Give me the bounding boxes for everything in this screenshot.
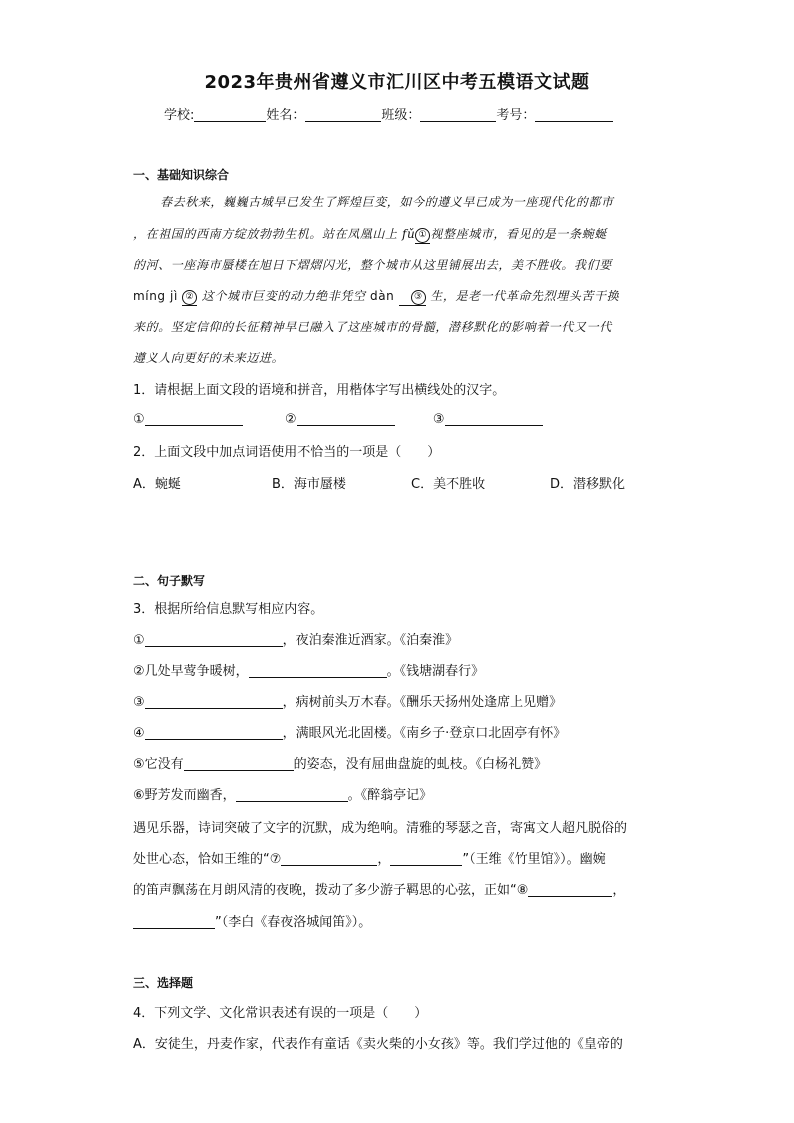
q1-answers xyxy=(133,411,543,427)
q1-label-2: ② xyxy=(284,412,297,427)
para-text: ， xyxy=(612,883,626,898)
class-field[interactable] xyxy=(420,107,496,122)
recite-line-4 xyxy=(133,722,566,741)
para-line-2 xyxy=(133,848,606,867)
recite-text: 。《醉翁亭记》 xyxy=(347,788,433,803)
para-line-1: 遇见乐器，诗词突破了文字的沉默，成为绝响。清雅的琴瑟之音，寄寓文人超凡脱俗的 xyxy=(133,821,628,836)
section-heading-2: 二、句子默写 xyxy=(133,574,206,588)
recite-text: 。《钱塘湖春行》 xyxy=(386,664,485,679)
blank-2[interactable] xyxy=(182,289,197,306)
para-text: ， xyxy=(377,852,391,867)
passage-line-1: 春去秋来，巍巍古城早已发生了辉煌巨变，如今的遵义早已成为一座现代化的都市 xyxy=(160,195,614,209)
recite-blank-2[interactable] xyxy=(249,663,387,678)
recite-label: ③ xyxy=(133,695,145,710)
blank-3[interactable] xyxy=(399,289,426,306)
recite-line-6 xyxy=(133,784,432,803)
recite-line-1 xyxy=(133,629,458,648)
recite-text: ②几处早莺争暖树， xyxy=(133,664,249,679)
option-a[interactable]: A．蜿蜒 xyxy=(133,477,181,492)
marker-1: ① xyxy=(415,228,430,243)
option-d[interactable]: D．潜移默化 xyxy=(550,477,626,492)
q1-blank-3[interactable] xyxy=(445,411,543,426)
recite-blank-3[interactable] xyxy=(145,694,283,709)
para-text: ”（王维《竹里馆》）。幽婉 xyxy=(462,852,606,867)
question-3: 3．根据所给信息默写相应内容。 xyxy=(133,602,324,617)
name-field[interactable] xyxy=(305,107,381,122)
para-text: 处世心态，恰如王维的“⑦ xyxy=(133,852,282,867)
question-1: 1．请根据上面文段的语境和拼音，用楷体字写出横线处的汉字。 xyxy=(133,383,506,398)
q4-option-a[interactable]: A．安徒生，丹麦作家，代表作有童话《卖火柴的小女孩》等。我们学过他的《皇帝的 xyxy=(133,1037,623,1052)
recite-text: ⑥野芳发而幽香， xyxy=(133,788,236,803)
recite-line-2 xyxy=(133,660,484,679)
recite-line-5 xyxy=(133,753,547,772)
q1-blank-1[interactable] xyxy=(145,411,243,426)
passage-line-5: 来的。坚定信仰的长征精神早已融入了这座城市的骨髓，潜移默化的影响着一代又一代 xyxy=(133,320,612,334)
recite-text: ，夜泊秦淮近酒家。《泊秦淮》 xyxy=(282,633,459,648)
q2-options xyxy=(133,473,689,492)
q1-blank-2[interactable] xyxy=(297,411,395,426)
passage-text: 生，是老一代革命先烈埋头苦干换 xyxy=(430,289,620,303)
passage-line-4 xyxy=(133,287,619,306)
recite-text: ，病树前头万木春。《酬乐天扬州处逢席上见赠》 xyxy=(282,695,563,710)
passage-line-3: 的河、一座海市蜃楼在旭日下熠熠闪光，整个城市从这里铺展出去，美不胜收。我们要 xyxy=(133,258,612,272)
pinyin-1: míng jì xyxy=(133,289,178,303)
class-label: 班级： xyxy=(381,108,421,123)
para-line-3 xyxy=(133,879,625,898)
passage-text: ，在祖国的西南方绽放勃勃生机。站在凤凰山上 fǔ xyxy=(133,227,416,241)
recite-text: ⑤它没有 xyxy=(133,757,184,772)
option-b[interactable]: B．海市蜃楼 xyxy=(272,477,346,492)
recite-blank-6[interactable] xyxy=(236,787,348,802)
student-info-line xyxy=(164,104,613,123)
passage-text: 视整座城市，看见的是一条蜿蜒 xyxy=(430,227,607,241)
para-line-4 xyxy=(133,911,371,930)
passage-text: 这个城市巨变的动力绝非凭空 xyxy=(201,289,366,303)
pinyin-2: dàn xyxy=(370,289,395,303)
section-heading-1: 一、基础知识综合 xyxy=(133,168,230,182)
number-label: 考号： xyxy=(496,108,536,123)
recite-blank-1[interactable] xyxy=(145,632,283,647)
school-label: 学校: xyxy=(164,108,195,123)
section-heading-3: 三、选择题 xyxy=(133,976,194,990)
recite-blank-5[interactable] xyxy=(184,756,294,771)
recite-text: 的姿态，没有屈曲盘旋的虬枝。《白杨礼赞》 xyxy=(293,757,548,772)
question-2: 2．上面文段中加点词语使用不恰当的一项是（ ） xyxy=(133,445,441,460)
school-field[interactable] xyxy=(194,107,266,122)
recite-label: ④ xyxy=(133,726,145,741)
option-c[interactable]: C．美不胜收 xyxy=(411,477,486,492)
question-4: 4．下列文学、文化常识表述有误的一项是（ ） xyxy=(133,1006,428,1021)
para-text: ”（李白《春夜洛城闻笛》）。 xyxy=(215,915,372,930)
para-blank-8a[interactable] xyxy=(528,882,612,897)
page-title: 2023年贵州省遵义市汇川区中考五模语文试题 xyxy=(204,72,590,93)
para-blank-7b[interactable] xyxy=(390,851,462,866)
passage-line-2 xyxy=(133,225,607,244)
recite-blank-4[interactable] xyxy=(145,725,283,740)
para-text: 的笛声飘荡在月朗风清的夜晚，拨动了多少游子羁思的心弦，正如“⑧ xyxy=(133,883,529,898)
name-label: 姓名： xyxy=(266,108,306,123)
number-field[interactable] xyxy=(535,107,613,122)
passage-line-6: 遵义人向更好的未来迈进。 xyxy=(133,351,285,365)
q1-label-1: ① xyxy=(133,412,145,427)
para-blank-7a[interactable] xyxy=(281,851,377,866)
para-blank-8b[interactable] xyxy=(133,914,215,929)
marker-2: ② xyxy=(182,290,197,305)
recite-label: ① xyxy=(133,633,145,648)
marker-3: ③ xyxy=(411,290,426,305)
blank-1[interactable] xyxy=(415,227,430,244)
q1-label-3: ③ xyxy=(432,412,445,427)
recite-line-3 xyxy=(133,691,562,710)
recite-text: ，满眼风光北固楼。《南乡子·登京口北固亭有怀》 xyxy=(282,726,567,741)
